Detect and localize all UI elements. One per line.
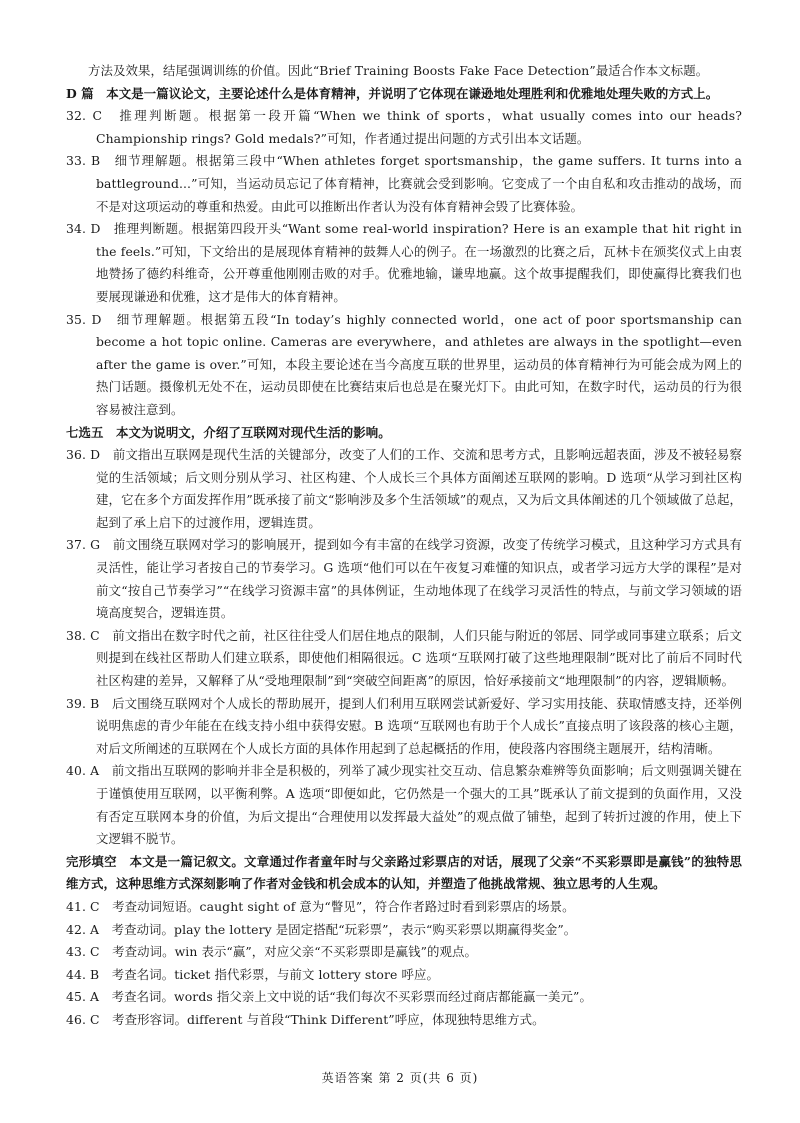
answer-item: 32. C 推理判断题。根据第一段开篇“When we think of sports，what usually comes into our heads? Championship rings? Gold medals?”可知，作者通过提出问题的方式引出本文话题。 bbox=[66, 108, 742, 146]
section-heading: D 篇 本文是一篇议论文，主要论述什么是体育精神，并说明了它体现在谦逊地处理胜利和优雅地处理失败的方式上。 bbox=[66, 85, 719, 101]
answer-item: 39. B 后文围绕互联网对个人成长的帮助展开，提到人们利用互联网尝试新爱好、学习实用技能、获取情感支持，还举例说明焦虑的青少年能在在线支持小组中获得安慰。B 选项“互联网也有助于个人成长”直接点明了该段落的核心主题，对后文所阐述的互联网在个人成长方面的具体作用起到了总起概括的作用，使段落内容围绕主题展开，结构清晰。 bbox=[66, 695, 742, 756]
answer-item: 41. C 考查动词短语。caught sight of 意为“瞥见”，符合作者路过时看到彩票店的场景。 bbox=[66, 898, 575, 914]
answer-item: 44. B 考查名词。ticket 指代彩票，与前文 lottery store 呼应。 bbox=[66, 966, 439, 982]
answer-item: 38. C 前文指出在数字时代之前，社区往往受人们居住地点的限制，人们只能与附近的邻居、同学或同事建立联系；后文则提到在线社区帮助人们建立联系，即使他们相隔很远。C 选项“互联网打破了这些地理限制”既对比了前后不同时代社区构建的差异，又解释了从“受地理限制”到“突破空间距离”的原因，恰好承接前文“地理限制”的内容，逻辑顺畅。 bbox=[66, 627, 742, 689]
answer-item: 33. B 细节理解题。根据第三段中“When athletes forget sportsmanship，the game suffers. It turns into a battleground...”可知，当运动员忘记了体育精神，比赛就会受到影响。它变成了一个由自私和攻击推动的战场，而不是对这项运动的尊重和热爱。由此可以推断出作者认为没有体育精神会毁了比赛体验。 bbox=[66, 153, 742, 214]
answer-item: 36. D 前文指出互联网是现代生活的关键部分，改变了人们的工作、交流和思考方式，且影响远超表面，涉及不被轻易察觉的生活领域；后文则分别从学习、社区构建、个人成长三个具体方面阐述互联网的影响。D 选项“从学习到社区构建，它在多个方面发挥作用”既承接了前文“影响涉及多个生活领域”的观点，又为后文具体阐述的几个领域做了总起，起到了承上启下的过渡作用，逻辑连贯。 bbox=[66, 447, 742, 530]
answer-item: 45. A 考查名词。words 指父亲上文中说的话“我们每次不买彩票而经过商店都能赢一美元”。 bbox=[66, 989, 592, 1005]
page-footer: 英语答案 第 2 页(共 6 页) bbox=[321, 1071, 479, 1085]
section-heading: 完形填空 本文是一篇记叙文。文章通过作者童年时与父亲路过彩票店的对话，展现了父亲“不买彩票即是赢钱”的独特思维方式，这种思维方式深刻影响了作者对金钱和机会成本的认知，并塑造了他挑战常规、独立思考的人生观。 bbox=[66, 853, 742, 892]
answer-text-body bbox=[66, 60, 742, 1032]
answer-item: 34. D 推理判断题。根据第四段开头“Want some real-world inspiration? Here is an example that hit right in the feels.”可知，下文给出的是展现体育精神的鼓舞人心的例子。在一场激烈的比赛之后，瓦林卡在颁奖仪式上由衷地赞扬了德约科维奇，公开尊重他刚刚击败的对手。优雅地输，谦卑地赢。这个故事提醒我们，即使赢得比赛我们也要展现谦逊和优雅，这才是伟大的体育精神。 bbox=[66, 221, 742, 304]
answer-item: 40. A 前文指出互联网的影响并非全是积极的，列举了减少现实社交互动、信息繁杂难辨等负面影响；后文则强调关键在于谨慎使用互联网，以平衡利弊。A 选项“即便如此，它仍然是一个强大的工具”既承认了前文提到的负面作用，又没有否定互联网本身的价值，为后文提出“合理使用以发挥最大益处”的观点做了铺垫，起到了转折过渡的作用，使上下文逻辑不脱节。 bbox=[66, 763, 742, 847]
section-heading: 七选五 本文为说明文，介绍了互联网对现代生活的影响。 bbox=[66, 424, 391, 440]
answer-item: 43. C 考查动词。win 表示“赢”，对应父亲“不买彩票即是赢钱”的观点。 bbox=[66, 944, 478, 960]
answer-item: 35. D 细节理解题。根据第五段“In today’s highly connected world，one act of poor sportsmanship can become a hot topic online. Cameras are everywhere，and athletes are always in the spotlight—even after the game is over.”可知，本段主要论述在当今高度互联的世界里，运动员的体育精神行为可能会成为网上的热门话题。摄像机无处不在，运动员即使在比赛结束后也总是在聚光灯下。由此可知，在数字时代，运动员的行为很容易被注意到。 bbox=[66, 311, 742, 417]
answer-item: 42. A 考查动词。play the lottery 是固定搭配“玩彩票”，表示“购买彩票以期赢得奖金”。 bbox=[66, 921, 577, 937]
answer-item: 46. C 考查形容词。different 与首段“Think Different”呼应，体现独特思维方式。 bbox=[66, 1011, 545, 1027]
answer-item: 37. G 前文围绕互联网对学习的影响展开，提到如今有丰富的在线学习资源，改变了传统学习模式，且这种学习方式具有灵活性，能让学习者按自己的节奏学习。G 选项“他们可以在午夜复习难懂的知识点，或者学习远方大学的课程”是对前文“按自己节奏学习”“在线学习资源丰富”的具体例证，生动地体现了在线学习灵活性的特点，与前文学习领域的语境高度契合，逻辑连贯。 bbox=[66, 537, 742, 621]
text-line: 方法及效果，结尾强调训练的价值。因此“Brief Training Boosts Fake Face Detection”最适合作本文标题。 bbox=[88, 63, 709, 78]
